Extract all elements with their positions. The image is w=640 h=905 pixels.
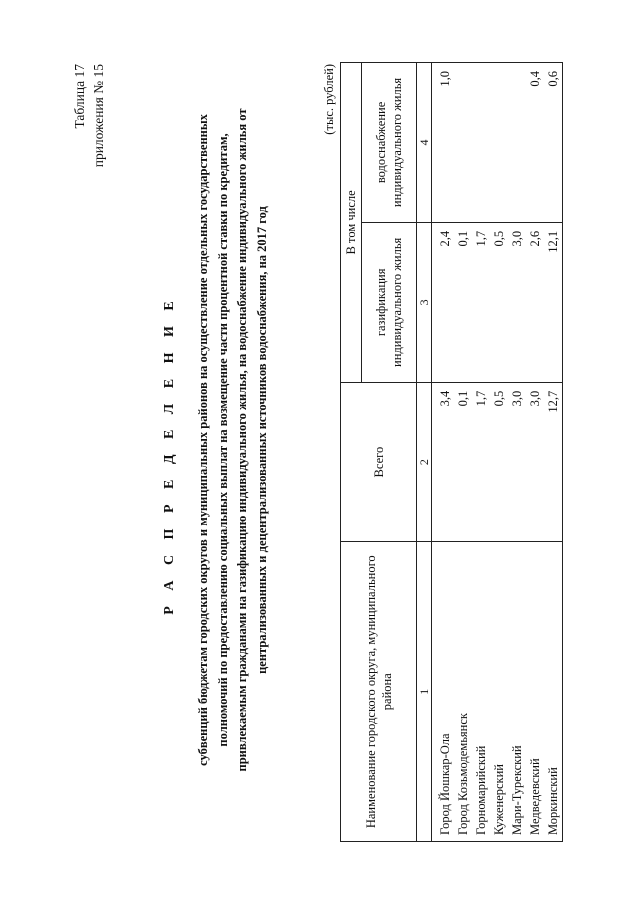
row-water: 0,4	[526, 63, 544, 223]
row-gas: 3,0	[508, 222, 526, 382]
row-water: 0,6	[544, 63, 563, 223]
row-total: 3,0	[508, 382, 526, 542]
row-gas: 0,1	[454, 222, 472, 382]
table-row	[490, 63, 508, 842]
column-number: 3	[417, 222, 432, 382]
table-row	[526, 63, 544, 842]
column-number: 1	[417, 542, 432, 842]
row-name: Мари-Турекский	[508, 542, 526, 842]
row-water	[508, 63, 526, 223]
table-row	[544, 63, 563, 842]
header-water: водоснабжение индивидуального жилья	[362, 63, 417, 223]
row-name: Медведевский	[526, 542, 544, 842]
units-label: (тыс. рублей)	[322, 64, 336, 135]
row-total: 12,7	[544, 382, 563, 542]
row-name: Город Йошкар-Ола	[432, 542, 455, 842]
row-total: 0,1	[454, 382, 472, 542]
row-name: Куженерский	[490, 542, 508, 842]
row-water	[454, 63, 472, 223]
table-row	[432, 63, 455, 842]
row-name: Моркинский	[544, 542, 563, 842]
rotated-document-page	[20, 30, 620, 880]
row-name: Горномарийский	[472, 542, 490, 842]
appendix-reference: приложения № 15	[91, 64, 106, 168]
document-subtitle: субвенций бюджетам городских округов и муниципальных районов на осуществление отдельных государственных полномочий по предоставлению социальных выплат на возмещение части процентной ставки по кредитам, привлекаемым гражданами на газификацию индивидуального жилья, на водоснабжение индивидуального жилья от централизованных и децентрализованных источников водоснабжения, на 2017 год	[196, 108, 269, 772]
document-heading: Р А С П Р Е Д Е Л Е Н И Е	[162, 295, 177, 615]
header-including: В том числе	[341, 63, 362, 383]
row-total: 3,4	[432, 382, 455, 542]
table-row	[508, 63, 526, 842]
row-gas: 1,7	[472, 222, 490, 382]
row-gas: 2,4	[432, 222, 455, 382]
row-gas: 0,5	[490, 222, 508, 382]
row-water	[490, 63, 508, 223]
distribution-table	[340, 62, 563, 842]
table-reference: Таблица 17	[72, 64, 87, 129]
header-total: Всего	[341, 382, 417, 542]
table-row	[472, 63, 490, 842]
row-total: 1,7	[472, 382, 490, 542]
row-total: 3,0	[526, 382, 544, 542]
row-water	[472, 63, 490, 223]
row-gas: 2,6	[526, 222, 544, 382]
row-water: 1,0	[432, 63, 455, 223]
row-total: 0,5	[490, 382, 508, 542]
row-name: Город Козьмодемьянск	[454, 542, 472, 842]
header-name: Наименование городского округа, муниципального района	[341, 542, 417, 842]
column-number: 2	[417, 382, 432, 542]
table-row	[454, 63, 472, 842]
header-gas: газификация индивидуального жилья	[362, 222, 417, 382]
column-number: 4	[417, 63, 432, 223]
row-gas: 12,1	[544, 222, 563, 382]
